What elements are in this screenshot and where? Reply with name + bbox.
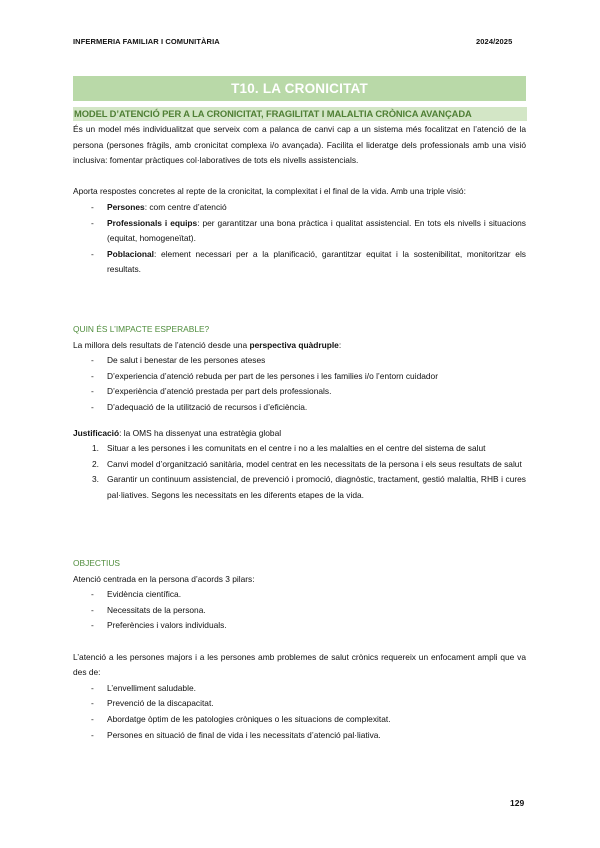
page-title: T10. LA CRONICITAT	[73, 76, 526, 101]
elderly-paragraph: L’atenció a les persones majors i a les persones amb problemes de salut crònics requereix un enfocament ampli que va des de:	[73, 651, 526, 678]
objectives-paragraph: Atenció centrada en la persona d’acords 3 pilars:	[73, 573, 255, 584]
list-item: - Professionals i equips: per garantitzar una bona pràctica i qualitat assistencial. En tots els nivells i situacions (equitat, homogeneïtat).	[91, 217, 526, 244]
list-item: - D’experiència d’atenció prestada per part dels professionals.	[91, 386, 332, 397]
section-title: MODEL D’ATENCIÓ PER A LA CRONICITAT, FRAGILITAT I MALALTIA CRÒNICA AVANÇADA	[73, 107, 527, 121]
list-item: - Poblacional: element necessari per a la planificació, garantitzar equitat i la sostenibilitat, monitoritzar els resultats.	[91, 248, 526, 275]
list-item: 1. Situar a les persones i les comunitats en el centre i no a les malalties en el centre del sistema de salut	[92, 443, 486, 454]
list-item: - D’experiencia d’atenció rebuda per part de les persones i les families i/o l’entorn cuidador	[91, 370, 438, 381]
page-number: 129	[510, 798, 525, 808]
list-item: - De salut i benestar de les persones ateses	[91, 355, 266, 366]
impact-lead: La millora dels resultats de l’atenció desde una perspectiva quàdruple:	[73, 339, 342, 350]
list-item: - Persones: com centre d’atenció	[91, 201, 227, 212]
list-item: - Necessitats de la persona.	[91, 604, 206, 615]
running-header-year: 2024/2025	[476, 37, 513, 46]
list-item: - Prevenció de la discapacitat.	[91, 698, 214, 709]
running-header-course: INFERMERIA FAMILIAR I COMUNITÀRIA	[73, 37, 220, 46]
list-item: 3. Garantir un continuum assistencial, de prevenció i promoció, diagnòstic, tractament, gestió malaltia, RHB i cures pal·liatives. Segons les necessitats en les diferents etapes de la vida.	[92, 474, 526, 500]
list-item: - Persones en situació de final de vida i les necessitats d’atenció pal·liativa.	[91, 729, 381, 740]
impact-heading: QUIN ÉS L’IMPACTE ESPERABLE?	[73, 324, 210, 334]
list-item: - Abordatge òptim de les patologies cròniques o les situacions de complexitat.	[91, 713, 391, 724]
list-item: - D’adequació de la utilització de recursos i d’eficiència.	[91, 401, 308, 412]
approach-paragraph: Aporta respostes concretes al repte de la cronicitat, la complexitat i el final de la vida. Amb una triple visió:	[73, 186, 466, 197]
justification-paragraph: Justificació: la OMS ha dissenyat una estratègia global	[73, 427, 282, 438]
list-item: 2. Canvi model d’organització sanitària, model centrat en les necessitats de la persona i els seus resultats de salut	[92, 458, 522, 469]
list-item: - L’envelliment saludable.	[91, 682, 196, 693]
document-body	[73, 122, 526, 278]
list-item: - Evidència científica.	[91, 589, 182, 600]
objectives-section	[73, 556, 526, 743]
list-item: - Preferències i valors individuals.	[91, 620, 227, 631]
objectives-heading: OBJECTIUS	[73, 558, 120, 568]
impact-section	[73, 322, 526, 504]
intro-paragraph: És un model més individualitzat que serveix com a palanca de canvi cap a un sistema més focalitzat en l’atenció de la persona (persones fràgils, amb cronicitat complexa i/o avançada). Facilita el lideratge dels professionals amb una visió inclusiva: fomentar pràctiques col·laboratives de tots els nivells assistencials.	[73, 124, 526, 166]
